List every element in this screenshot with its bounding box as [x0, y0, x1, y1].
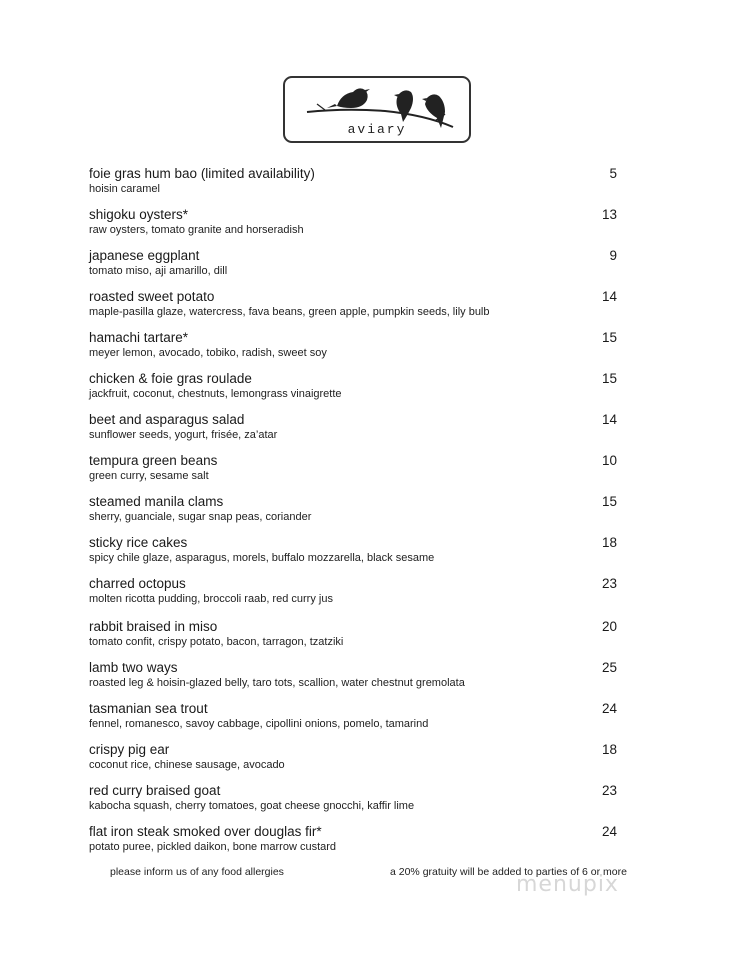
menu-item-description: raw oysters, tomato granite and horseradish	[89, 224, 304, 236]
allergy-notice: please inform us of any food allergies	[110, 866, 284, 878]
menu-item-description: fennel, romanesco, savoy cabbage, cipollini onions, pomelo, tamarind	[89, 718, 429, 730]
menu-item-price: 15	[601, 330, 617, 345]
menu-item	[89, 701, 619, 731]
gratuity-notice: a 20% gratuity will be added to parties of 6 or more	[390, 866, 627, 878]
menu-item-name: charred octopus	[89, 576, 186, 591]
menu-item-name: red curry braised goat	[89, 783, 221, 798]
menu-item	[89, 207, 619, 237]
menu-item	[89, 824, 619, 854]
menu-item-description: maple-pasilla glaze, watercress, fava beans, green apple, pumpkin seeds, lily bulb	[89, 306, 490, 318]
menu-item-description: molten ricotta pudding, broccoli raab, red curry jus	[89, 593, 333, 605]
menu-item	[89, 576, 619, 606]
menu-item-price: 10	[601, 453, 617, 468]
menu-item-name: steamed manila clams	[89, 494, 224, 509]
menu-item-price: 20	[601, 619, 617, 634]
menu-item	[89, 742, 619, 772]
menu-item	[89, 619, 619, 649]
menu-item-name: lamb two ways	[89, 660, 178, 675]
menu-item	[89, 330, 619, 360]
menu-item-name: sticky rice cakes	[89, 535, 188, 550]
menu-item-name: shigoku oysters*	[89, 207, 189, 222]
menu-item-description: tomato miso, aji amarillo, dill	[89, 265, 228, 277]
menu-item-price: 23	[601, 576, 617, 591]
menu-item-name: tasmanian sea trout	[89, 701, 208, 716]
menu-item	[89, 535, 619, 565]
menu-item-price: 14	[601, 412, 617, 427]
menu-item-name: japanese eggplant	[89, 248, 200, 263]
menu-item	[89, 494, 619, 524]
restaurant-logo	[283, 76, 471, 143]
menu-item-name: foie gras hum bao (limited availability)	[89, 166, 315, 181]
menu-item-description: potato puree, pickled daikon, bone marrow custard	[89, 841, 337, 853]
menu-item-name: chicken & foie gras roulade	[89, 371, 252, 386]
menu-item	[89, 371, 619, 401]
menu-item-price: 14	[601, 289, 617, 304]
menu-item	[89, 412, 619, 442]
menu-item-name: beet and asparagus salad	[89, 412, 245, 427]
menu-item-description: sherry, guanciale, sugar snap peas, coriander	[89, 511, 312, 523]
menu-item-description: roasted leg & hoisin-glazed belly, taro tots, scallion, water chestnut gremolata	[89, 677, 465, 689]
menu-item-name: hamachi tartare*	[89, 330, 189, 345]
menu-item-price: 25	[601, 660, 617, 675]
menu-item-name: crispy pig ear	[89, 742, 170, 757]
menu-item-description: coconut rice, chinese sausage, avocado	[89, 759, 285, 771]
menu-item-price: 18	[601, 742, 617, 757]
menu-item-name: roasted sweet potato	[89, 289, 215, 304]
menu-item-description: hoisin caramel	[89, 183, 160, 195]
menu-item-price: 24	[601, 701, 617, 716]
logo-wordmark: aviary	[347, 122, 407, 137]
menu-item-description: kabocha squash, cherry tomatoes, goat cheese gnocchi, kaffir lime	[89, 800, 415, 812]
menu-item-description: tomato confit, crispy potato, bacon, tarragon, tzatziki	[89, 636, 344, 648]
menu-item	[89, 289, 619, 319]
menu-item	[89, 453, 619, 483]
menu-item-description: sunflower seeds, yogurt, frisée, za’atar	[89, 429, 278, 441]
menu-item	[89, 166, 619, 196]
watermark: menupix	[516, 872, 619, 897]
menu-item-price: 9	[609, 248, 617, 263]
menu-item-name: tempura green beans	[89, 453, 218, 468]
menu-item	[89, 248, 619, 278]
menu-item-description: green curry, sesame salt	[89, 470, 209, 482]
menu-item-price: 24	[601, 824, 617, 839]
menu-item-description: spicy chile glaze, asparagus, morels, buffalo mozzarella, black sesame	[89, 552, 435, 564]
menu-item-price: 18	[601, 535, 617, 550]
menu-item-price: 23	[601, 783, 617, 798]
menu-item-price: 15	[601, 371, 617, 386]
menu-item-name: flat iron steak smoked over douglas fir*	[89, 824, 322, 839]
menu-item-price: 13	[601, 207, 617, 222]
menu-item-description: jackfruit, coconut, chestnuts, lemongrass vinaigrette	[89, 388, 342, 400]
menu-item	[89, 783, 619, 813]
menu-item-description: meyer lemon, avocado, tobiko, radish, sweet soy	[89, 347, 327, 359]
menu-item-name: rabbit braised in miso	[89, 619, 218, 634]
menu-item	[89, 660, 619, 690]
menu-item-price: 15	[601, 494, 617, 509]
menu-item-price: 5	[609, 166, 617, 181]
